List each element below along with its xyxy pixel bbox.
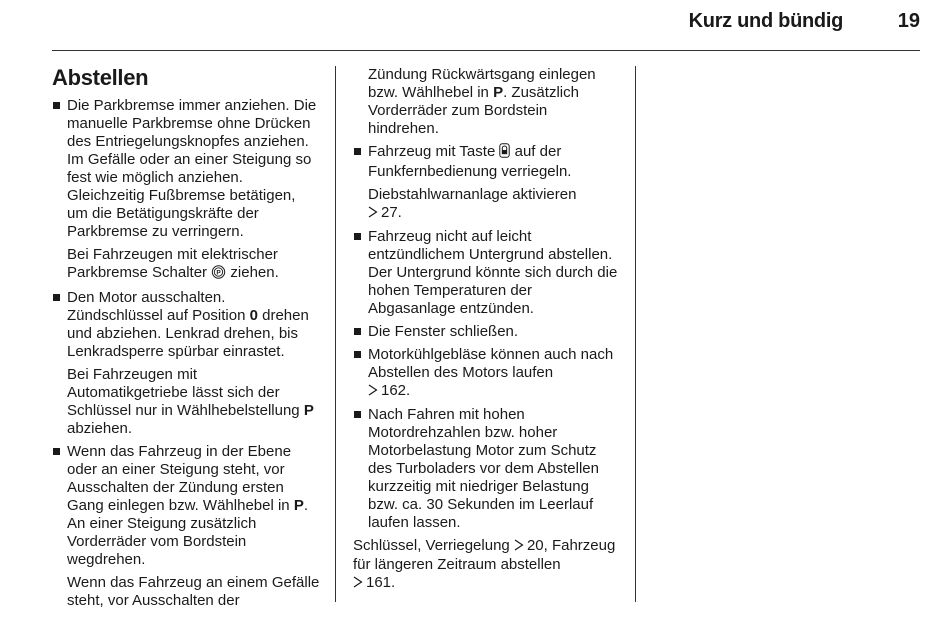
column-left (52, 64, 320, 615)
key-position: 0 (249, 307, 258, 324)
reference-arrow-icon (368, 383, 378, 401)
text: auf der Funkfernbedienung verriegeln. (368, 143, 572, 180)
section-heading: Abstellen (52, 65, 149, 90)
bullet-icon (354, 411, 361, 418)
text: ziehen. (230, 264, 279, 281)
text: Bei Fahrzeugen mit Automatikgetriebe lässt sich der Schlüssel nur in Wählhebelstellung (67, 366, 300, 419)
text: Motorkühlgebläse können auch nach Abstellen des Motors laufen (368, 346, 614, 381)
paragraph (67, 246, 320, 284)
column-divider-left (335, 66, 336, 602)
paragraph (368, 186, 621, 223)
reference-arrow-icon (514, 538, 524, 556)
cross-references (353, 537, 621, 593)
text: Bei Fahrzeugen mit elektrischer Parkbremse Schalter (67, 246, 278, 281)
paragraph (368, 346, 621, 401)
section-title: Kurz und bündig (688, 10, 843, 32)
paragraph (67, 289, 320, 361)
paragraph (67, 366, 320, 438)
text: Diebstahlwarnanlage aktivieren (368, 186, 577, 203)
bullet-item-turbolader (353, 406, 621, 532)
column-middle (353, 66, 621, 593)
text: Zündung Rückwärtsgang einlegen bzw. Wählhebel in (368, 66, 596, 101)
bullet-icon (354, 351, 361, 358)
text: Fahrzeug mit Taste (368, 143, 496, 160)
text: Wenn das Fahrzeug in der Ebene oder an einer Steigung steht, vor Ausschalten der Zündung ersten Gang einlegen bzw. Wählhebel in (67, 443, 292, 514)
parking-brake-icon (211, 265, 226, 284)
bullet-item-kuehlgeblaese (353, 346, 621, 401)
paragraph (368, 143, 621, 181)
reference-arrow-icon (368, 205, 378, 223)
text: . Zusätzlich Vorderräder zum Bordstein hindrehen. (368, 84, 579, 137)
text: Schlüssel, Verriegelung (353, 537, 510, 554)
bullet-icon (53, 448, 60, 455)
page-header (0, 0, 950, 52)
column-divider-right (635, 66, 636, 602)
bullet-icon (354, 233, 361, 240)
paragraph: Die Fenster schließen. (368, 323, 519, 340)
page-reference: 161. (366, 574, 396, 591)
page-reference: 27. (381, 204, 402, 221)
lock-key-icon (499, 143, 510, 163)
header-rule (52, 50, 920, 51)
reference-arrow-icon (353, 575, 363, 593)
paragraph: Nach Fahren mit hohen Motordrehzahlen bzw. hoher Motorbelastung Motor zum Schutz des Turboladers vor dem Abstellen kurzzeitig mit niedriger Belastung bzw. ca. 30 Sekunden im Leerlauf laufen lassen. (368, 406, 599, 531)
svg-text:P: P (216, 269, 221, 277)
gear-position: P (293, 497, 304, 514)
page-reference: 20, Fahrzeug für längeren Zeitraum abstellen (353, 537, 616, 573)
paragraph-continued (353, 66, 621, 138)
bullet-icon (354, 328, 361, 335)
bullet-item-untergrund (353, 228, 621, 318)
bullet-icon (53, 294, 60, 301)
paragraph: Die Parkbremse immer anziehen. Die manuelle Parkbremse ohne Drücken des Entriegelungsknopfes anziehen. Im Gefälle oder an einer Steigung so fest wie möglich anziehen. Gleichzeitig Fußbremse betätigen, um die Betätigungskräfte der Parkbremse zu verringern. (67, 97, 317, 240)
text: drehen und abziehen. Lenkrad drehen, bis Lenkradsperre spürbar einrastet. (67, 307, 309, 360)
paragraph: Fahrzeug nicht auf leicht entzündlichem Untergrund abstellen. Der Untergrund könnte sich durch die hohen Temperaturen der Abgasanlage entzünden. (368, 228, 618, 317)
paragraph: Wenn das Fahrzeug an einem Gefälle steht, vor Ausschalten der (67, 574, 320, 609)
bullet-item-motor (52, 289, 320, 438)
page-reference: 162. (381, 382, 411, 399)
bullet-item-fenster (353, 323, 621, 341)
bullet-item-verriegeln (353, 143, 621, 223)
text: . An einer Steigung zusätzlich Vorderräder vom Bordstein wegdrehen. (67, 497, 309, 568)
bullet-item-parkbremse (52, 97, 320, 284)
page-number: 19 (897, 10, 920, 32)
bullet-icon (53, 102, 60, 109)
text: Den Motor ausschalten. Zündschlüssel auf Position (67, 289, 246, 324)
gear-position: P (303, 402, 314, 419)
bullet-icon (354, 148, 361, 155)
gear-position: P (493, 84, 504, 101)
bullet-item-gang (52, 443, 320, 610)
paragraph (67, 443, 320, 569)
text: abziehen. (67, 420, 133, 437)
